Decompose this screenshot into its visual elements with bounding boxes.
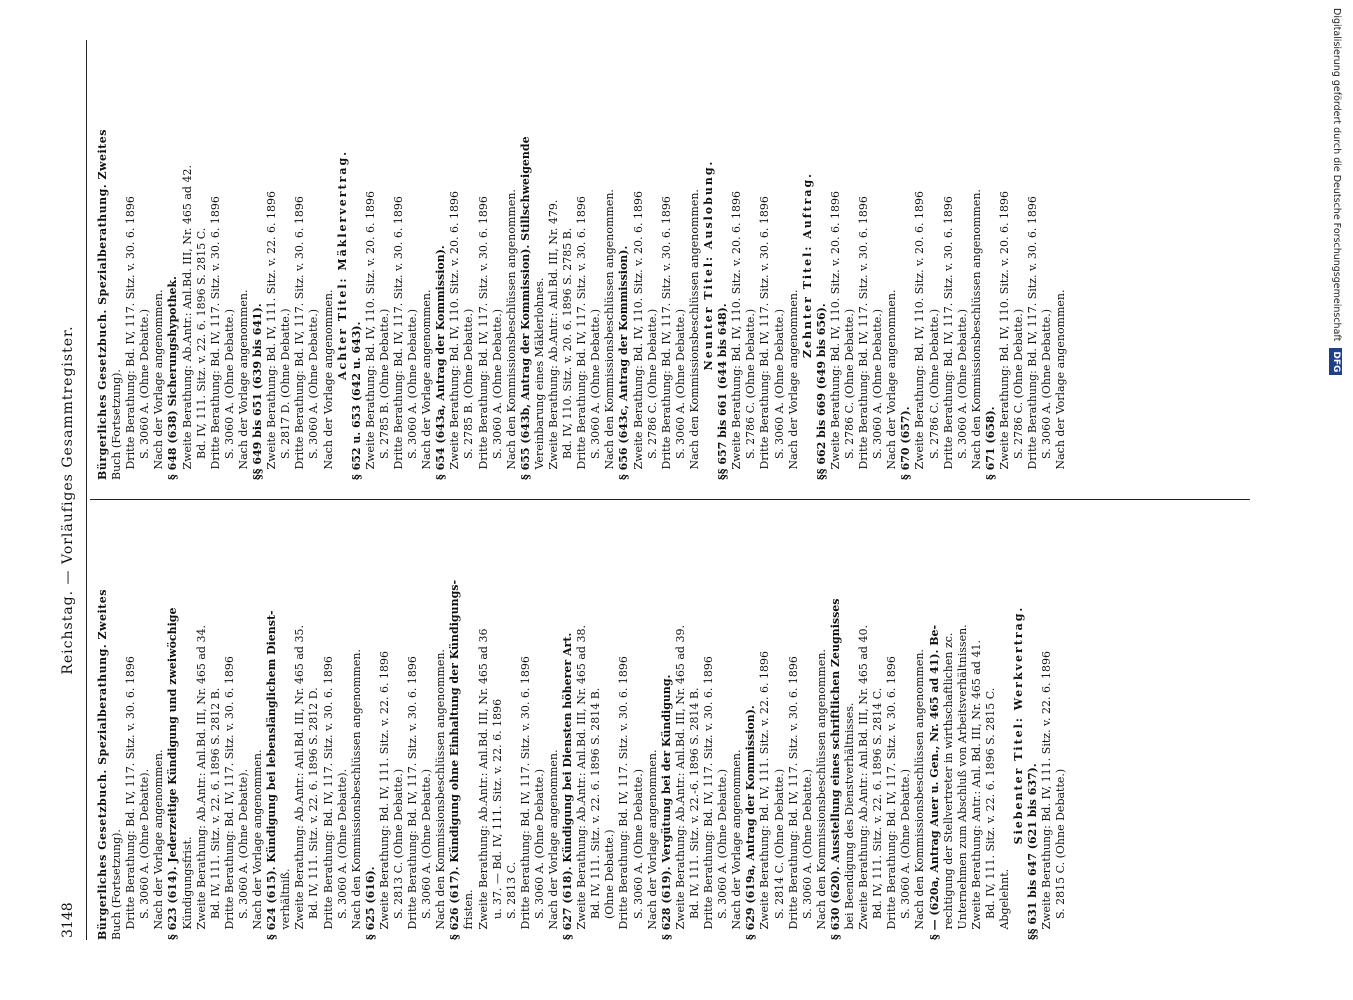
text-line: Unternehmen zum Abschluß von Arbeitsverhältnissen. [955, 624, 969, 940]
text-line: S. 3060 A. (Ohne Debatte.) [631, 768, 645, 940]
text-line: Nach den Kommissionsbeschlüssen angenommen. [814, 649, 828, 940]
text-line: S. 3060 A. (Ohne Debatte). [236, 768, 250, 940]
text-line: S. 3060 A. (Ohne Debatte.) [955, 308, 969, 480]
text-line: S. 3060 A. (Ohne Debatte.) [420, 768, 434, 940]
text-line: § 671 (658). [983, 406, 997, 480]
running-head: Reichstag. — Vorläufiges Gesammtregister. [60, 325, 76, 675]
text-line: Zweite Berathung: Bd. IV, 110. Sitz. v. 20. 6. 1896 [913, 191, 927, 480]
text-line: bei Beendigung des Dienstverhältnisses. [842, 702, 856, 940]
text-line: § 670 (657). [899, 406, 913, 480]
text-line: S. 2786 C. (Ohne Debatte.) [842, 308, 856, 480]
text-line: S. 2785 B. (Ohne Debatte.) [377, 308, 391, 480]
text-line: § 628 (619). Vergütung bei der Kündigung. [659, 674, 673, 940]
digitization-credit [1328, 8, 1348, 998]
header-rule [86, 40, 87, 940]
text-line: Nach den Kommissionsbeschlüssen angenommen. [913, 649, 927, 940]
text-line: S. 3060 A. (Ohne Debatte.) [589, 308, 603, 480]
text-line: S. 2815 C. (Ohne Debatte.) [1054, 768, 1068, 940]
text-line: Buch (Fortsetzung). [110, 829, 124, 940]
text-line: Zweite Berathung: Bd. IV, 110. Sitz. v. 20. 6. 1896 [631, 191, 645, 480]
text-line: Dritte Berathung: Bd. IV, 117. Sitz. v. 30. 6. 1896 [758, 196, 772, 480]
text-line: S. 2813 C. [504, 861, 518, 940]
text-line: S. 3060 A. (Ohne Debatte.) [1040, 308, 1054, 480]
text-line: S. 3060 A. (Ohne Debatte). [138, 768, 152, 940]
text-line: Zehnter Titel: Auftrag. [800, 171, 814, 359]
text-line: Kündigungsfrist. [180, 836, 194, 940]
text-line: Dritte Berathung: Bd. IV, 117. Sitz. v. 30. 6. 1896 [476, 196, 490, 480]
text-line: S. 3060 A. (Ohne Debatte.) [716, 768, 730, 940]
text-line: §§ 662 bis 669 (649 bis 656). [814, 303, 828, 480]
text-line: Neunter Titel: Auslobung. [702, 159, 716, 371]
text-line: S. 2814 C. (Ohne Debatte.) [772, 768, 786, 940]
text-line: § 648 (638) Sicherungshypothek. [166, 275, 180, 480]
text-line: Dritte Berathung: Bd. IV, 117. Sitz. v. 30. 6. 1896 [406, 656, 420, 940]
text-line: § 656 (643c, Antrag der Kommission). [617, 245, 631, 480]
text-line: Zweite Berathung: Bd. IV, 110. Sitz. v. 20. 6. 1896 [448, 191, 462, 480]
text-line: fristen. [462, 889, 476, 940]
text-line: u. 37. — Bd. IV, 111. Sitz. v. 22. 6. 1896 [490, 698, 504, 940]
text-line: S. 2817 D. (Ohne Debatte.) [279, 308, 293, 480]
text-line: Bd. IV, 111. Sitz. v. 22. 6. 1896 S. 2814 C. [871, 687, 885, 940]
text-line: Vereinbarung eines Mäklerlohnes. [532, 277, 546, 480]
text-line: S. 2813 C. (Ohne Debatte.) [391, 768, 405, 940]
text-line: § 654 (643a, Antrag der Kommission). [434, 245, 448, 480]
text-line: Bürgerliches Gesetzbuch. Spezialberathung. Zweites [96, 589, 109, 940]
text-line: S. 3060 A. (Ohne Debatte.) [138, 308, 152, 480]
text-line: Zweite Berathung: Ab.Antr.: Anl.Bd. III, Nr. 465 ad 35. [293, 625, 307, 940]
text-line: Dritte Berathung: Bd. IV, 117. Sitz. v. 30. 6. 1896 [518, 656, 532, 940]
text-line: S. 3060 A. (Ohne Debatte.) [800, 768, 814, 940]
text-line: Nach der Vorlage angenommen. [730, 749, 744, 940]
text-line: § 655 (643b, Antrag der Kommission). Stillschweigende [518, 136, 532, 480]
text-line: Nach den Kommissionsbeschlüssen angenommen. [434, 649, 448, 940]
text-line: Bd. IV, 111. Sitz. v. 22. 6. 1896 S. 2812 B. [208, 687, 222, 940]
text-line: rechtigung der Stellvertreter in wirthschaftlichen zc. [941, 632, 955, 940]
text-line: Zweite Berathung: Ab.Antr.: Anl.Bd. III, Nr. 465 ad 38. [575, 625, 589, 940]
text-line: S. 3060 A. (Ohne Debatte.) [222, 308, 236, 480]
text-line: Zweite Berathung: Ab.Antr.: Anl.Bd. III, Nr. 465 ad 36 [476, 628, 490, 940]
column-divider [90, 499, 1250, 500]
credit-text: Digitalisierung gefördert durch die Deutsche Forschungsgemeinschaft [1331, 8, 1342, 342]
text-line: § 624 (615). Kündigung bei lebenslänglichem Dienst- [265, 610, 279, 940]
text-line: Dritte Berathung: Bd. IV, 117. Sitz. v. 30. 6. 1896 [941, 196, 955, 480]
text-line: Nach der Vorlage angenommen. [420, 289, 434, 480]
text-line: Nach den Kommissionsbeschlüssen angenommen. [504, 189, 518, 480]
text-line: Zweite Berathung: Bd. IV, 111. Sitz. v. 22. 6. 1896 [758, 651, 772, 940]
text-line: S. 3060 A. (Ohne Debatte.) [307, 308, 321, 480]
text-line: Nach der Vorlage angenommen. [547, 749, 560, 940]
text-line: Zweite Berathung: Ab.Antr.: Anl.Bd. III, Nr. 479. [547, 199, 560, 480]
text-line: Zweite Berathung: Ab.Antr.: Anl.Bd. III, Nr. 465 ad 39. [673, 625, 687, 940]
text-line: Nach den Kommissionsbeschlüssen angenommen. [687, 189, 701, 480]
text-line: Dritte Berathung: Bd. IV, 117. Sitz. v. 30. 6. 1896 [857, 196, 871, 480]
text-line: S. 2786 C. (Ohne Debatte.) [645, 308, 659, 480]
text-line: § 652 u. 653 (642 u. 643). [349, 321, 363, 480]
text-line: Bd. IV, 111. Sitz. v. 22. 6. 1896 S. 2814 B. [589, 687, 603, 940]
text-line: S. 3060 A. (Ohne Debatte.) [871, 308, 885, 480]
left-column [96, 510, 1246, 940]
text-line: S. 3060 A. (Ohne Debatte). [335, 768, 349, 940]
text-line: Dritte Berathung: Bd. IV, 117. Sitz. v. 30. 6. 1896 [1026, 196, 1040, 480]
text-line: Dritte Berathung: Bd. IV, 117. Sitz. v. 30. 6. 1896 [786, 656, 800, 940]
text-line: Bd. IV, 111. Sitz. v. 22. 6. 1896 S. 2815 C. [983, 687, 997, 940]
text-line: Nach den Kommissionsbeschlüssen angenommen. [969, 189, 983, 480]
text-line: §§ 631 bis 647 (621 bis 637). [1026, 763, 1040, 940]
text-line: (Ohne Debatte.) [603, 829, 617, 940]
text-line: § 623 (614). Jederzeitige Kündigung und zweiwöchige [166, 607, 180, 940]
text-line: Nach der Vorlage angenommen. [152, 749, 166, 940]
text-line: S. 3060 A. (Ohne Debatte.) [772, 308, 786, 480]
text-line: Bd. IV, 110. Sitz. v. 20. 6. 1896 S. 2785 B. [561, 227, 575, 480]
text-line: S. 2786 C. (Ohne Debatte.) [744, 308, 758, 480]
text-line: Zweite Berathung: Ab.Antr.: Anl.Bd. III, Nr. 465 ad 34. [194, 625, 208, 940]
text-line: Zweite Berathung: Bd. IV, 110. Sitz. v. 20. 6. 1896 [828, 191, 842, 480]
right-column [96, 50, 1246, 480]
text-line: Dritte Berathung: Bd. IV, 117. Sitz. v. 30. 6. 1896 [293, 196, 307, 480]
text-line: Zweite Berathung: Ab.Antr.: Anl.Bd. III, Nr. 465 ad 40. [857, 625, 871, 940]
text-line: Dritte Berathung: Bd. IV, 117. Sitz. v. 30. 6. 1896 [124, 196, 138, 480]
text-line: S. 3060 A. (Ohne Debatte.) [899, 768, 913, 940]
text-line: Buch (Fortsetzung). [110, 369, 124, 480]
text-line: Achter Titel: Mäklervertrag. [335, 149, 349, 381]
text-line: Zweite Berathung: Bd. IV, 111. Sitz. v. 22. 6. 1896 [265, 191, 279, 480]
text-line: S. 3060 A. (Ohne Debatte.) [490, 308, 504, 480]
text-line: Dritte Berathung: Bd. IV, 117. Sitz. v. 30. 6. 1896 [659, 196, 673, 480]
text-line: Zweite Berathung: Bd. IV, 111. Sitz. v. 22. 6. 1896 [1040, 651, 1054, 940]
page-number: 3148 [60, 902, 76, 938]
text-line: Bd. IV, 111. Sitz. v. 22. 6. 1896 S. 2815 C. [194, 227, 208, 480]
text-line: S. 3060 A. (Ohne Debatte.) [532, 768, 546, 940]
text-line: Bd. IV, 111. Sitz. v. 22. 6. 1896 S. 2812 D. [307, 687, 321, 940]
text-line: Nach der Vorlage angenommen. [786, 289, 800, 480]
dfg-logo: DFG [1329, 348, 1342, 375]
text-line: Dritte Berathung: Bd. IV, 117. Sitz. v. 30. 6. 1896 [321, 656, 335, 940]
text-line: Dritte Berathung: Bd. IV, 117. Sitz. v. 30. 6. 1896 [391, 196, 405, 480]
text-line: Dritte Berathung: Bd. IV, 117. Sitz. v. 30. 6. 1896 [124, 656, 138, 940]
text-line: §§ 657 bis 661 (644 bis 648). [716, 303, 730, 480]
text-line: Dritte Berathung: Bd. IV, 117. Sitz. v. 30. 6. 1896 [575, 196, 589, 480]
text-line: S. 3060 A. (Ohne Debatte.) [406, 308, 420, 480]
text-line: § 629 (619a, Antrag der Kommission). [744, 705, 758, 940]
text-line: Bürgerliches Gesetzbuch. Spezialberathung. Zweites [96, 129, 109, 480]
text-line: Nach der Vorlage angenommen. [236, 289, 250, 480]
text-line: S. 2786 C. (Ohne Debatte.) [927, 308, 941, 480]
text-line: Zweite Berathung: Bd. IV, 111. Sitz. v. 22. 6. 1896 [377, 651, 391, 940]
text-line: Bd. IV, 111. Sitz. v. 22.-6. 1896 S. 2814 B. [687, 687, 701, 940]
text-line: S. 3060 A. (Ohne Debatte.) [673, 308, 687, 480]
text-line: S. 2786 C. (Ohne Debatte.) [1012, 308, 1026, 480]
text-line: Siebenter Titel: Werkvertrag. [1012, 605, 1026, 845]
text-line: verhältniß. [279, 868, 293, 940]
text-line: Dritte Berathung: Bd. IV, 117. Sitz. v. 30. 6. 1896 [702, 656, 716, 940]
text-line: § 630 (620). Ausstellung eines schriftlichen Zeugnisses [828, 598, 842, 940]
text-line: Nach der Vorlage angenommen. [251, 749, 265, 940]
text-line: Zweite Berathung: Bd. IV, 110. Sitz. v. 20. 6. 1896 [730, 191, 744, 480]
text-line: S. 2785 B. (Ohne Debatte.) [462, 308, 476, 480]
text-line: Nach den Kommissionsbeschlüssen angenommen. [349, 649, 363, 940]
text-line: Nach der Vorlage angenommen. [885, 289, 899, 480]
text-line: Dritte Berathung: Bd. IV, 117. Sitz. v. 30. 6. 1896 [885, 656, 899, 940]
text-line: § 626 (617). Kündigung ohne Einhaltung der Kündigungs- [448, 579, 462, 940]
text-line: Zweite Berathung: Bd. IV, 110. Sitz. v. 20. 6. 1896 [998, 191, 1011, 480]
text-line: § — (620a, Antrag Auer u. Gen., Nr. 465 ad 41). Be- [927, 624, 941, 940]
text-line: Dritte Berathung: Bd. IV, 117. Sitz. v. 30. 6. 1896 [617, 656, 631, 940]
text-line: §§ 649 bis 651 (639 bis 641). [251, 303, 265, 480]
text-line: Nach der Vorlage angenommen. [1054, 289, 1068, 480]
text-line: Zweite Berathung: Bd. IV, 110. Sitz. v. 20. 6. 1896 [363, 191, 377, 480]
text-line: § 627 (618). Kündigung bei Diensten höherer Art. [561, 632, 575, 940]
text-line: Nach der Vorlage angenommen. [321, 289, 335, 480]
text-line: Nach der Vorlage angenommen. [645, 749, 659, 940]
text-line: Nach den Kommissionsbeschlüssen angenommen. [603, 189, 617, 480]
text-line: Dritte Berathung: Bd. IV, 117. Sitz. v. 30. 6. 1896 [208, 196, 222, 480]
text-line: Nach der Vorlage angenommen. [152, 289, 166, 480]
text-line: Zweite Berathung: Ab.Antr.: Anl.Bd. III, Nr. 465 ad 42. [180, 165, 194, 480]
text-line: Zweite Berathung: Antr.: Anl. Bd. III, Nr. 465 ad 41. [969, 640, 983, 940]
text-line: Abgelehnt. [998, 868, 1011, 940]
text-line: Dritte Berathung: Bd. IV, 117. Sitz. v. 30. 6. 1896 [222, 656, 236, 940]
text-line: § 625 (616). [363, 866, 377, 940]
